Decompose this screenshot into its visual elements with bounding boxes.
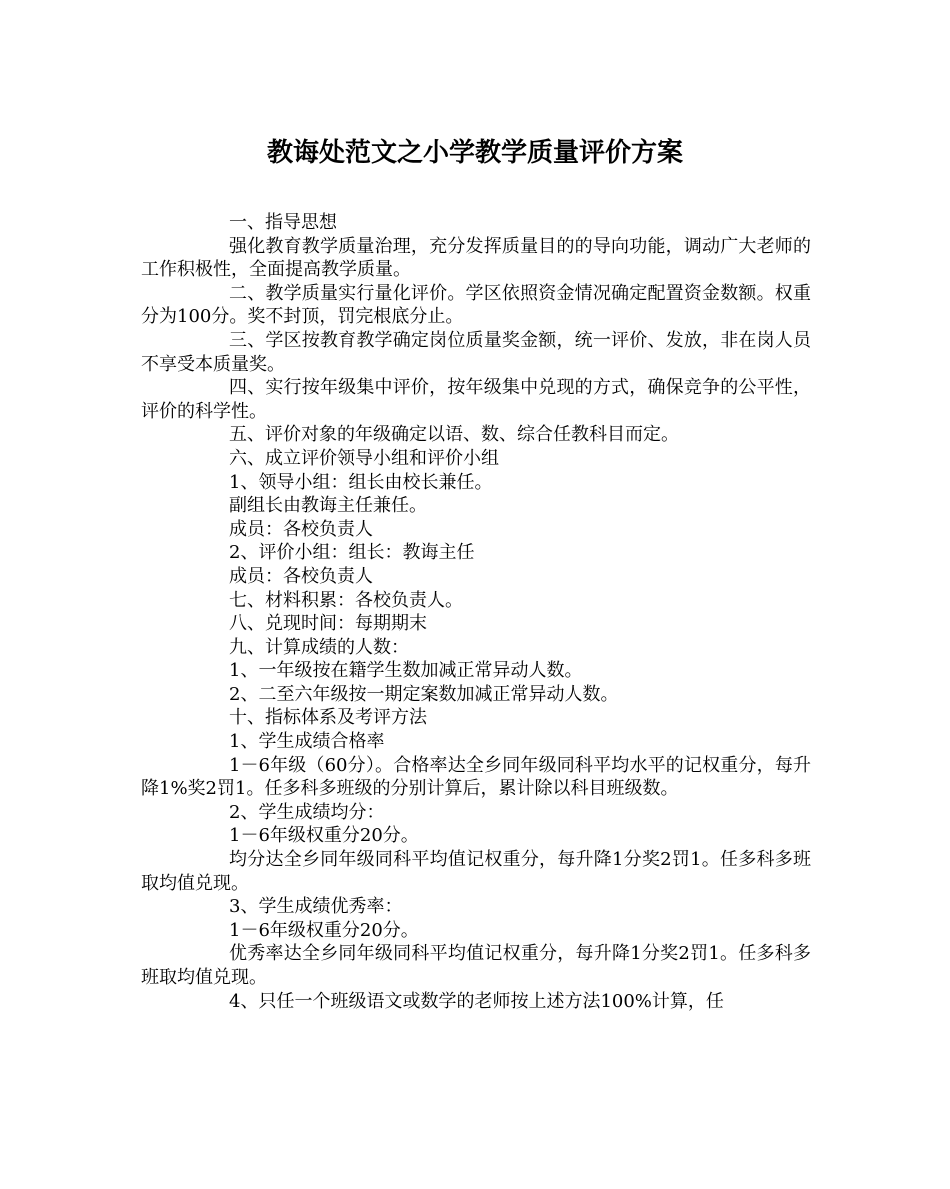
paragraph: 成员：各校负责人 [229, 518, 373, 540]
paragraph: 副组长由教诲主任兼任。 [229, 495, 427, 517]
paragraph: 优秀率达全乡同年级同科平均值记权重分，每升降1分奖2罚1。任多科多班取均值兑现。 [141, 943, 811, 988]
paragraph: 1－6年级权重分20分。 [229, 919, 419, 941]
paragraph: 均分达全乡同年级同科平均值记权重分，每升降1分奖2罚1。任多科多班取均值兑现。 [141, 849, 811, 894]
paragraph: 三、学区按教育教学确定岗位质量奖金额，统一评价、发放，非在岗人员不享受本质量奖。 [141, 329, 811, 375]
document-body [141, 211, 811, 1013]
paragraph: 六、成立评价领导小组和评价小组 [229, 447, 499, 469]
paragraph: 强化教育教学质量治理，充分发挥质量目的的导向功能，调动广大老师的工作积极性，全面提高教学质量。 [141, 235, 811, 281]
paragraph: 八、兑现时间：每期期末 [229, 613, 427, 635]
paragraph: 五、评价对象的年级确定以语、数、综合任教科目而定。 [229, 424, 679, 446]
paragraph: 2、学生成绩均分： [229, 801, 385, 823]
paragraph: 2、二至六年级按一期定案数加减正常异动人数。 [229, 683, 619, 705]
paragraph: 1、学生成绩合格率 [229, 731, 385, 753]
document-title: 教诲处范文之小学教学质量评价方案 [266, 138, 683, 168]
paragraph: 1－6年级权重分20分。 [229, 825, 419, 847]
paragraph: 七、材料积累：各校负责人。 [229, 589, 463, 611]
paragraph: 1、领导小组：组长由校长兼任。 [229, 471, 493, 493]
paragraph: 十、指标体系及考评方法 [229, 707, 427, 729]
paragraph: 2、评价小组：组长：教诲主任 [229, 542, 475, 564]
paragraph: 3、学生成绩优秀率： [229, 896, 403, 918]
paragraph: 成员：各校负责人 [229, 565, 373, 587]
paragraph: 二、教学质量实行量化评价。学区依照资金情况确定配置资金数额。权重分为100分。奖不封顶，罚完根底分止。 [141, 282, 811, 328]
paragraph: 九、计算成绩的人数： [229, 636, 409, 658]
paragraph: 4、只任一个班级语文或数学的老师按上述方法100%计算，任 [229, 990, 724, 1012]
paragraph: 一、指导思想 [229, 212, 337, 233]
paragraph: 1、一年级按在籍学生数加减正常异动人数。 [229, 660, 583, 682]
paragraph: 1－6年级（60分）。合格率达全乡同年级同科平均水平的记权重分，每升降1%奖2罚1。任多科多班级的分别计算后，累计除以科目班级数。 [141, 754, 811, 800]
paragraph: 四、实行按年级集中评价，按年级集中兑现的方式，确保竞争的公平性，评价的科学性。 [141, 377, 811, 422]
